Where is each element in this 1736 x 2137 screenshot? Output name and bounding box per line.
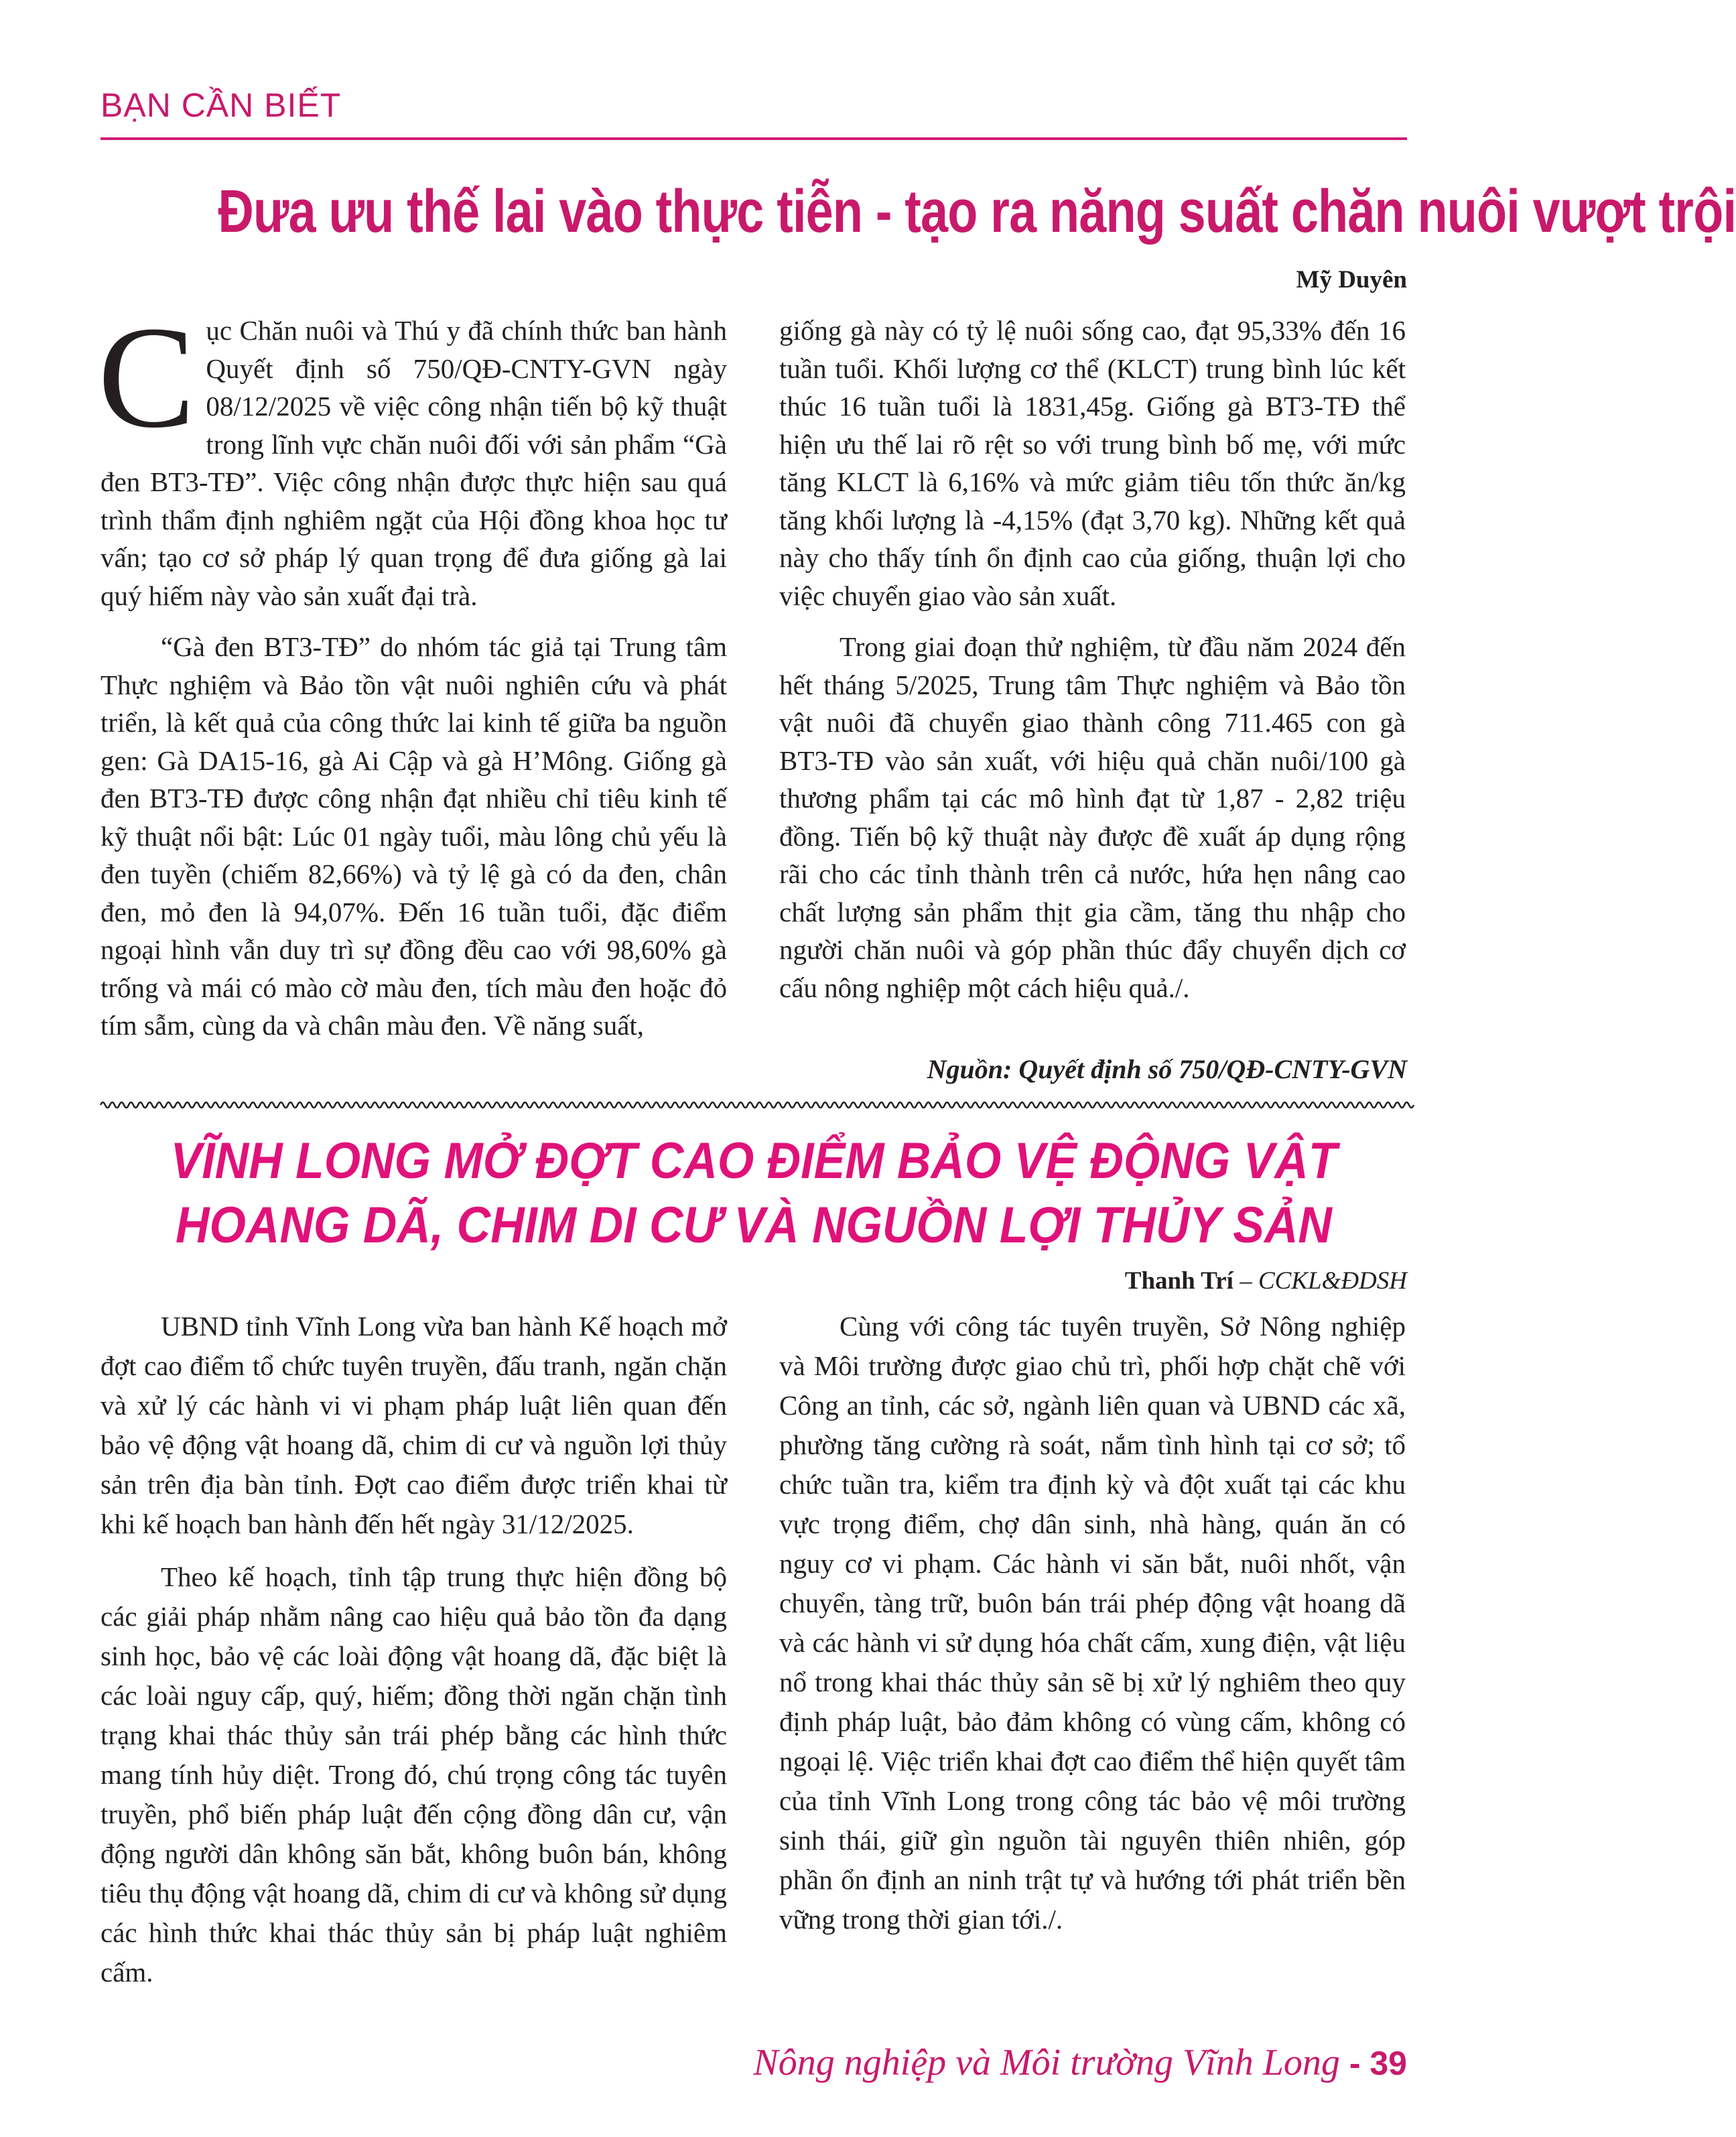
article1-paragraph: “Gà đen BT3-TĐ” do nhóm tác giả tại Trung tâm Thực nghiệm và Bảo tồn vật nuôi nghiên cứu và phát triển, là kết quả của công thức lai kinh tế giữa ba nguồn gen: Gà DA15-16, gà Ai Cập và gà H’Mông. Giống gà đen BT3-TĐ được công nhận đạt nhiều chỉ tiêu kinh tế kỹ thuật nổi bật: Lúc 01 ngày tuổi, màu lông chủ yếu là đen tuyền (chiếm 82,66%) và tỷ lệ gà có da đen, chân đen, mỏ đen là 94,07%. Đến 16 tuần tuổi, đặc điểm ngoại hình vẫn duy trì sự đồng đều cao với 98,60% gà trống và mái có mào cờ màu đen, tích màu đen hoặc đỏ tím sẫm, cùng da và chân màu đen. Về năng suất, bbox=[101, 631, 727, 1041]
article1-source: Nguồn: Quyết định số 750/QĐ-CNTY-GVN bbox=[927, 1054, 1407, 1084]
article2-title bbox=[153, 1129, 1355, 1258]
article2-title-line-2: HOANG DÃ, CHIM DI CƯ VÀ NGUỒN LỢI THỦY SẢN bbox=[176, 1197, 1332, 1254]
wavy-divider bbox=[101, 1098, 1407, 1112]
article2-title-line-1: VĨNH LONG MỞ ĐỢT CAO ĐIỂM BẢO VỆ ĐỘNG VẬT bbox=[170, 1132, 1337, 1189]
article2-paragraph: Theo kế hoạch, tỉnh tập trung thực hiện đồng bộ các giải pháp nhằm nâng cao hiệu quả bảo tồn đa dạng sinh học, bảo vệ các loài động vật hoang dã, đặc biệt là các loài nguy cấp, quý, hiếm; đồng thời ngăn chặn tình trạng khai thác thủy sản trái phép bằng các hình thức mang tính hủy diệt. Trong đó, chú trọng công tác tuyên truyền, phổ biến pháp luật đến cộng đồng dân cư, vận động người dân không săn bắt, không buôn bán, không tiêu thụ động vật hoang dã, chim di cư và không sử dụng các hình thức khai thác thủy sản bị pháp luật nghiêm cấm. bbox=[101, 1561, 727, 1988]
article1-column-2 bbox=[779, 312, 1406, 1007]
article1-paragraph: Trong giai đoạn thử nghiệm, từ đầu năm 2024 đến hết tháng 5/2025, Trung tâm Thực nghiệm và Bảo tồn vật nuôi đã chuyển giao thành công 711.465 con gà BT3-TĐ vào sản xuất, với hiệu quả chăn nuôi/100 gà thương phẩm tại các mô hình đạt từ 1,87 - 2,82 triệu đồng. Tiến bộ kỹ thuật này được đề xuất áp dụng rộng rãi cho các tỉnh thành trên cả nước, hứa hẹn nâng cao chất lượng sản phẩm thịt gia cầm, tăng thu nhập cho người chăn nuôi và góp phần thúc đẩy chuyển dịch cơ cấu nông nghiệp một cách hiệu quả./. bbox=[779, 631, 1406, 1003]
article2-paragraph: UBND tỉnh Vĩnh Long vừa ban hành Kế hoạch mở đợt cao điểm tổ chức tuyên truyền, đấu tranh, ngăn chặn và xử lý các hành vi vi phạm pháp luật liên quan đến bảo vệ động vật hoang dã, chim di cư và nguồn lợi thủy sản trên địa bàn tỉnh. Đợt cao điểm được triển khai từ khi kế hoạch ban hành đến hết ngày 31/12/2025. bbox=[101, 1311, 727, 1539]
article1-column-1 bbox=[98, 297, 727, 1045]
article1-author: Mỹ Duyên bbox=[1296, 266, 1407, 294]
magazine-name: Nông nghiệp và Môi trường Vĩnh Long bbox=[753, 2042, 1340, 2083]
article1-title: Đưa ưu thế lai vào thực tiễn - tạo ra năng suất chăn nuôi vượt trội bbox=[218, 178, 1736, 245]
section-label: BẠN CẦN BIẾT bbox=[101, 86, 342, 124]
dropcap: C bbox=[98, 297, 196, 458]
article2-column-2 bbox=[779, 1307, 1406, 1939]
page-number: 39 bbox=[1370, 2045, 1407, 2082]
article2-paragraph: Cùng với công tác tuyên truyền, Sở Nông nghiệp và Môi trường được giao chủ trì, phối hợp chặt chẽ với Công an tỉnh, các sở, ngành liên quan và UBND các xã, phường tăng cường rà soát, nắm tình hình tại cơ sở; tổ chức tuần tra, kiểm tra định kỳ và đột xuất tại các khu vực trọng điểm, chợ dân sinh, nhà hàng, quán ăn có nguy cơ vi phạm. Các hành vi săn bắt, nuôi nhốt, vận chuyển, tàng trữ, buôn bán trái phép động vật hoang dã và các hành vi sử dụng hóa chất cấm, xung điện, vật liệu nổ trong khai thác thủy sản sẽ bị xử lý nghiêm theo quy định pháp luật, bảo đảm không có vùng cấm, không có ngoại lệ. Việc triển khai đợt cao điểm thể hiện quyết tâm của tỉnh Vĩnh Long trong công tác bảo vệ môi trường sinh thái, giữ gìn nguồn tài nguyên thiên nhiên, góp phần ổn định an ninh trật tự và hướng tới phát triển bền vững trong thời gian tới./. bbox=[779, 1311, 1406, 1935]
page-footer: Nông nghiệp và Môi trường Vĩnh Long - 39 bbox=[753, 2042, 1407, 2083]
section-rule bbox=[101, 137, 1407, 140]
article1-paragraph: giống gà này có tỷ lệ nuôi sống cao, đạt 95,33% đến 16 tuần tuổi. Khối lượng cơ thể (KLCT) trung bình lúc kết thúc 16 tuần tuổi là 1831,45g. Giống gà BT3-TĐ thể hiện ưu thế lai rõ rệt so với trung bình bố mẹ, với mức tăng KLCT là 6,16% và mức giảm tiêu tốn thức ăn/kg tăng khối lượng là -4,15% (đạt 3,70 kg). Những kết quả này cho thấy tính ổn định cao của giống, thuận lợi cho việc chuyển giao vào sản xuất. bbox=[779, 315, 1406, 611]
article2-column-1 bbox=[101, 1307, 727, 1992]
article2-author: Thanh Trí – CCKL&ĐDSH bbox=[1124, 1267, 1407, 1295]
article1-paragraph: Cục Chăn nuôi và Thú y đã chính thức ban hành Quyết định số 750/QĐ-CNTY-GVN ngày 08/12/2025 về việc công nhận tiến bộ kỹ thuật trong lĩnh vực chăn nuôi đối với sản phẩm “Gà đen BT3-TĐ”. Việc công nhận được thực hiện sau quá trình thẩm định nghiêm ngặt của Hội đồng khoa học tư vấn; tạo cơ sở pháp lý quan trọng để đưa giống gà lai quý hiếm này vào sản xuất đại trà. bbox=[98, 297, 727, 611]
